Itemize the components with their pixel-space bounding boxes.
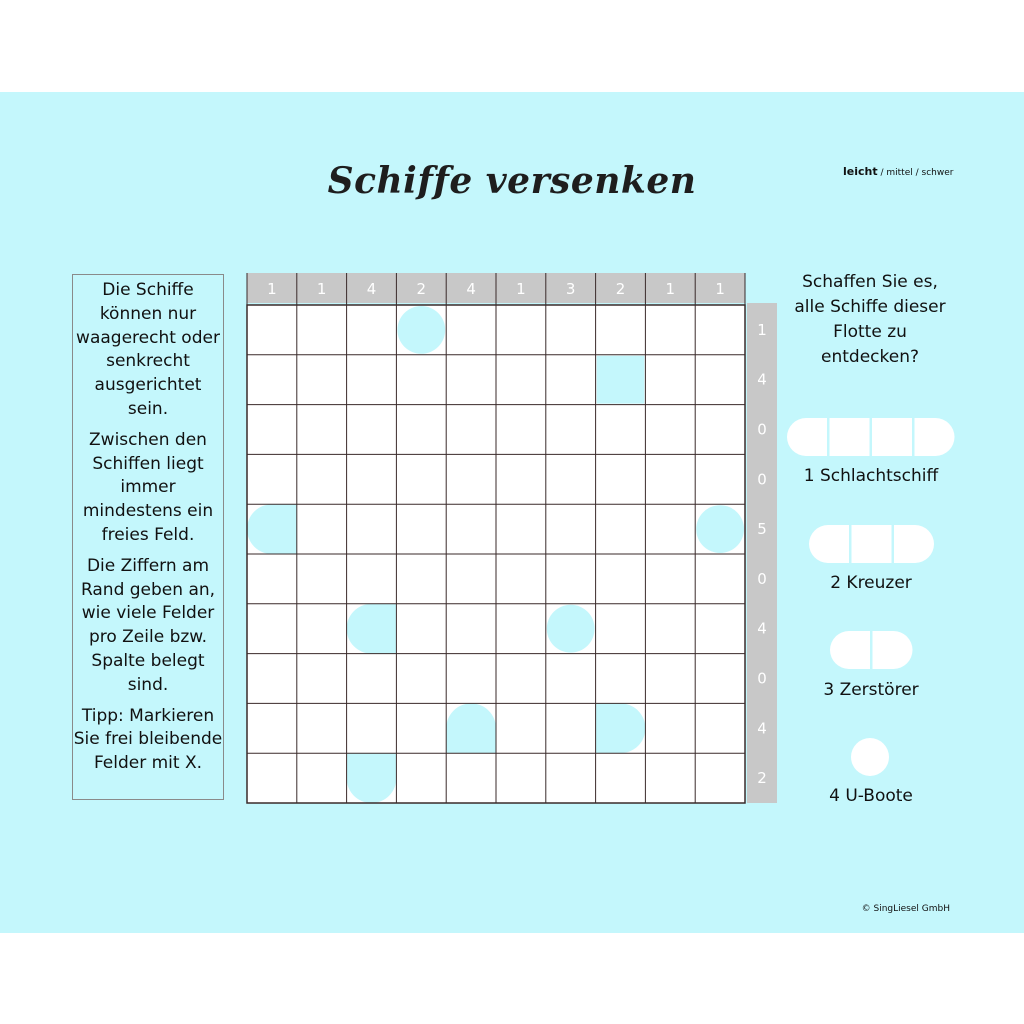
board-cell[interactable] [247,753,297,803]
board-cell[interactable] [645,405,695,455]
row-clue: 4 [757,719,767,738]
board-cell[interactable] [396,405,446,455]
board-cell[interactable] [645,305,695,355]
board-cell[interactable] [496,454,546,504]
board-cell[interactable] [546,405,596,455]
board-cell[interactable] [645,554,695,604]
board-cell[interactable] [347,654,397,704]
board-cell[interactable] [347,504,397,554]
board-cell[interactable] [247,554,297,604]
board-cell[interactable] [496,554,546,604]
board-cell[interactable] [546,355,596,405]
board-cell[interactable] [347,305,397,355]
rule-tip: Tipp: Markieren Sie frei bleibende Felder mit X. [73,705,223,774]
row-clue: 4 [757,370,767,389]
ship-segment [872,418,912,456]
board-cell[interactable] [596,654,646,704]
board-cell[interactable] [446,355,496,405]
fleet-ship-icon [830,631,915,671]
fleet-ship-icon [809,525,936,565]
fleet-label: 4 U-Boote [829,786,913,806]
rule-spacing: Zwischen den Schiffen liegt immer mindestens ein freies Feld. [82,429,214,545]
ship-segment [787,418,827,456]
board-cell[interactable] [297,604,347,654]
board-cell[interactable] [446,604,496,654]
fleet-label: 2 Kreuzer [830,573,912,593]
board-cell[interactable] [645,604,695,654]
board-cell[interactable] [347,355,397,405]
board-cell[interactable] [596,604,646,654]
board-cell[interactable] [596,753,646,803]
board-cell[interactable] [297,504,347,554]
difficulty-medium: mittel [886,168,913,178]
board-cell[interactable] [446,305,496,355]
board-cell[interactable] [297,753,347,803]
board-cell[interactable] [645,454,695,504]
board-cell[interactable] [695,454,745,504]
column-clue: 3 [565,280,576,298]
board-cell[interactable] [297,703,347,753]
board-cell[interactable] [297,554,347,604]
ship-segment [809,525,849,563]
column-clue: 4 [366,280,377,298]
column-clue: 4 [466,280,476,298]
board-cell[interactable] [247,305,297,355]
column-clue: 1 [665,280,676,298]
board-cell[interactable] [695,654,745,704]
ship-hint-segment [347,753,397,803]
fleet-label: 3 Zerstörer [823,680,919,700]
board-cell[interactable] [446,654,496,704]
difficulty-separator: / [912,168,922,178]
board-cell[interactable] [496,405,546,455]
column-clue: 2 [416,280,427,298]
board-cell[interactable] [347,554,397,604]
row-clue: 5 [757,520,767,539]
ship-segment [830,631,870,669]
board-cell[interactable] [546,554,596,604]
board-cell[interactable] [446,554,496,604]
ship-segment [894,525,934,563]
board-cell[interactable] [496,654,546,704]
row-clue: 1 [757,320,767,339]
row-clue: 0 [757,470,767,489]
rule-clues: Die Ziffern am Rand geben an, wie viele Felder pro Zeile bzw. Spalte belegt sind. [80,555,216,695]
ship-hint-submarine [547,605,595,653]
board-cell[interactable] [396,654,446,704]
board-cell[interactable] [396,604,446,654]
board-cell[interactable] [496,703,546,753]
column-clue: 2 [615,280,626,298]
board-cell[interactable] [695,305,745,355]
board-cell[interactable] [396,703,446,753]
board-cell[interactable] [645,355,695,405]
column-clue: 1 [516,280,526,298]
row-clue: 0 [757,569,767,588]
ship-hint-segment [446,703,496,753]
board-cell[interactable] [546,753,596,803]
ship-segment [830,418,870,456]
board-cell[interactable] [496,355,546,405]
board-cell[interactable] [496,305,546,355]
ship-hint-submarine [397,306,445,354]
board-cell[interactable] [396,454,446,504]
board-cell[interactable] [695,604,745,654]
ship-hint-segment [247,504,297,554]
ship-hint-segment [347,604,397,654]
board-cell[interactable] [596,305,646,355]
board-cell[interactable] [596,454,646,504]
board-cell[interactable] [247,703,297,753]
board-cell[interactable] [695,405,745,455]
board-cell[interactable] [546,504,596,554]
board-cell[interactable] [645,504,695,554]
copyright-notice: © SingLiesel GmbH [861,904,950,914]
board-cell[interactable] [446,454,496,504]
board-cell[interactable] [297,454,347,504]
board-cell[interactable] [446,504,496,554]
board-cell[interactable] [496,753,546,803]
board-cell[interactable] [695,703,745,753]
board-cell[interactable] [247,604,297,654]
board-cell[interactable] [297,405,347,455]
ship-hint-segment [596,703,646,753]
ship-segment [851,525,891,563]
board-cell[interactable] [496,504,546,554]
board-cell[interactable] [645,703,695,753]
board-cell[interactable] [496,604,546,654]
ship-hint-submarine [696,505,744,553]
column-clue: 1 [316,280,327,298]
board-cell[interactable] [645,753,695,803]
board-cell[interactable] [247,654,297,704]
difficulty-easy: leicht [843,165,878,178]
row-clue: 0 [757,420,767,439]
board-cell[interactable] [297,305,347,355]
board-cell[interactable] [347,703,397,753]
board-cell[interactable] [695,554,745,604]
board-cell[interactable] [596,504,646,554]
difficulty-hard: schwer [921,168,954,178]
board-cell[interactable] [546,654,596,704]
board-cell[interactable] [297,654,347,704]
board-cell[interactable] [546,454,596,504]
board-cell[interactable] [347,405,397,455]
board-cell[interactable] [645,654,695,704]
board-cell[interactable] [546,703,596,753]
difficulty-separator: / [877,168,887,178]
board-cell[interactable] [396,504,446,554]
column-clue: 1 [267,280,277,298]
board-cell[interactable] [247,405,297,455]
board-cell[interactable] [396,554,446,604]
row-clue: 0 [757,669,767,688]
ship-segment [915,418,955,456]
board-cell[interactable] [596,405,646,455]
fleet-ship-icon [787,418,957,458]
board-cell[interactable] [695,355,745,405]
board-cell[interactable] [297,355,347,405]
row-clue: 2 [757,769,767,788]
board-cell[interactable] [695,753,745,803]
page-title: Schiffe versenken [327,160,697,202]
row-clue: 4 [757,619,767,638]
rule-orientation: Die Schiffe können nur waagerecht oder senkrecht ausgerichtet sein. [76,280,220,419]
ship-segment [851,738,889,776]
board-cell[interactable] [347,454,397,504]
challenge-text: Schaffen Sie es, alle Schiffe dieser Flotte zu entdecken? [794,272,946,367]
board-cell[interactable] [247,454,297,504]
board-cell[interactable] [396,355,446,405]
ship-segment [872,631,912,669]
fleet-ship-icon [851,738,893,778]
board-cell[interactable] [446,753,496,803]
board-cell[interactable] [546,305,596,355]
board-cell[interactable] [396,753,446,803]
column-clue: 1 [715,280,725,298]
fleet-label: 1 Schlachtschiff [803,466,939,486]
board-cell[interactable] [596,554,646,604]
board-cell[interactable] [446,405,496,455]
board-cell[interactable] [247,355,297,405]
ship-hint-segment [597,356,645,404]
